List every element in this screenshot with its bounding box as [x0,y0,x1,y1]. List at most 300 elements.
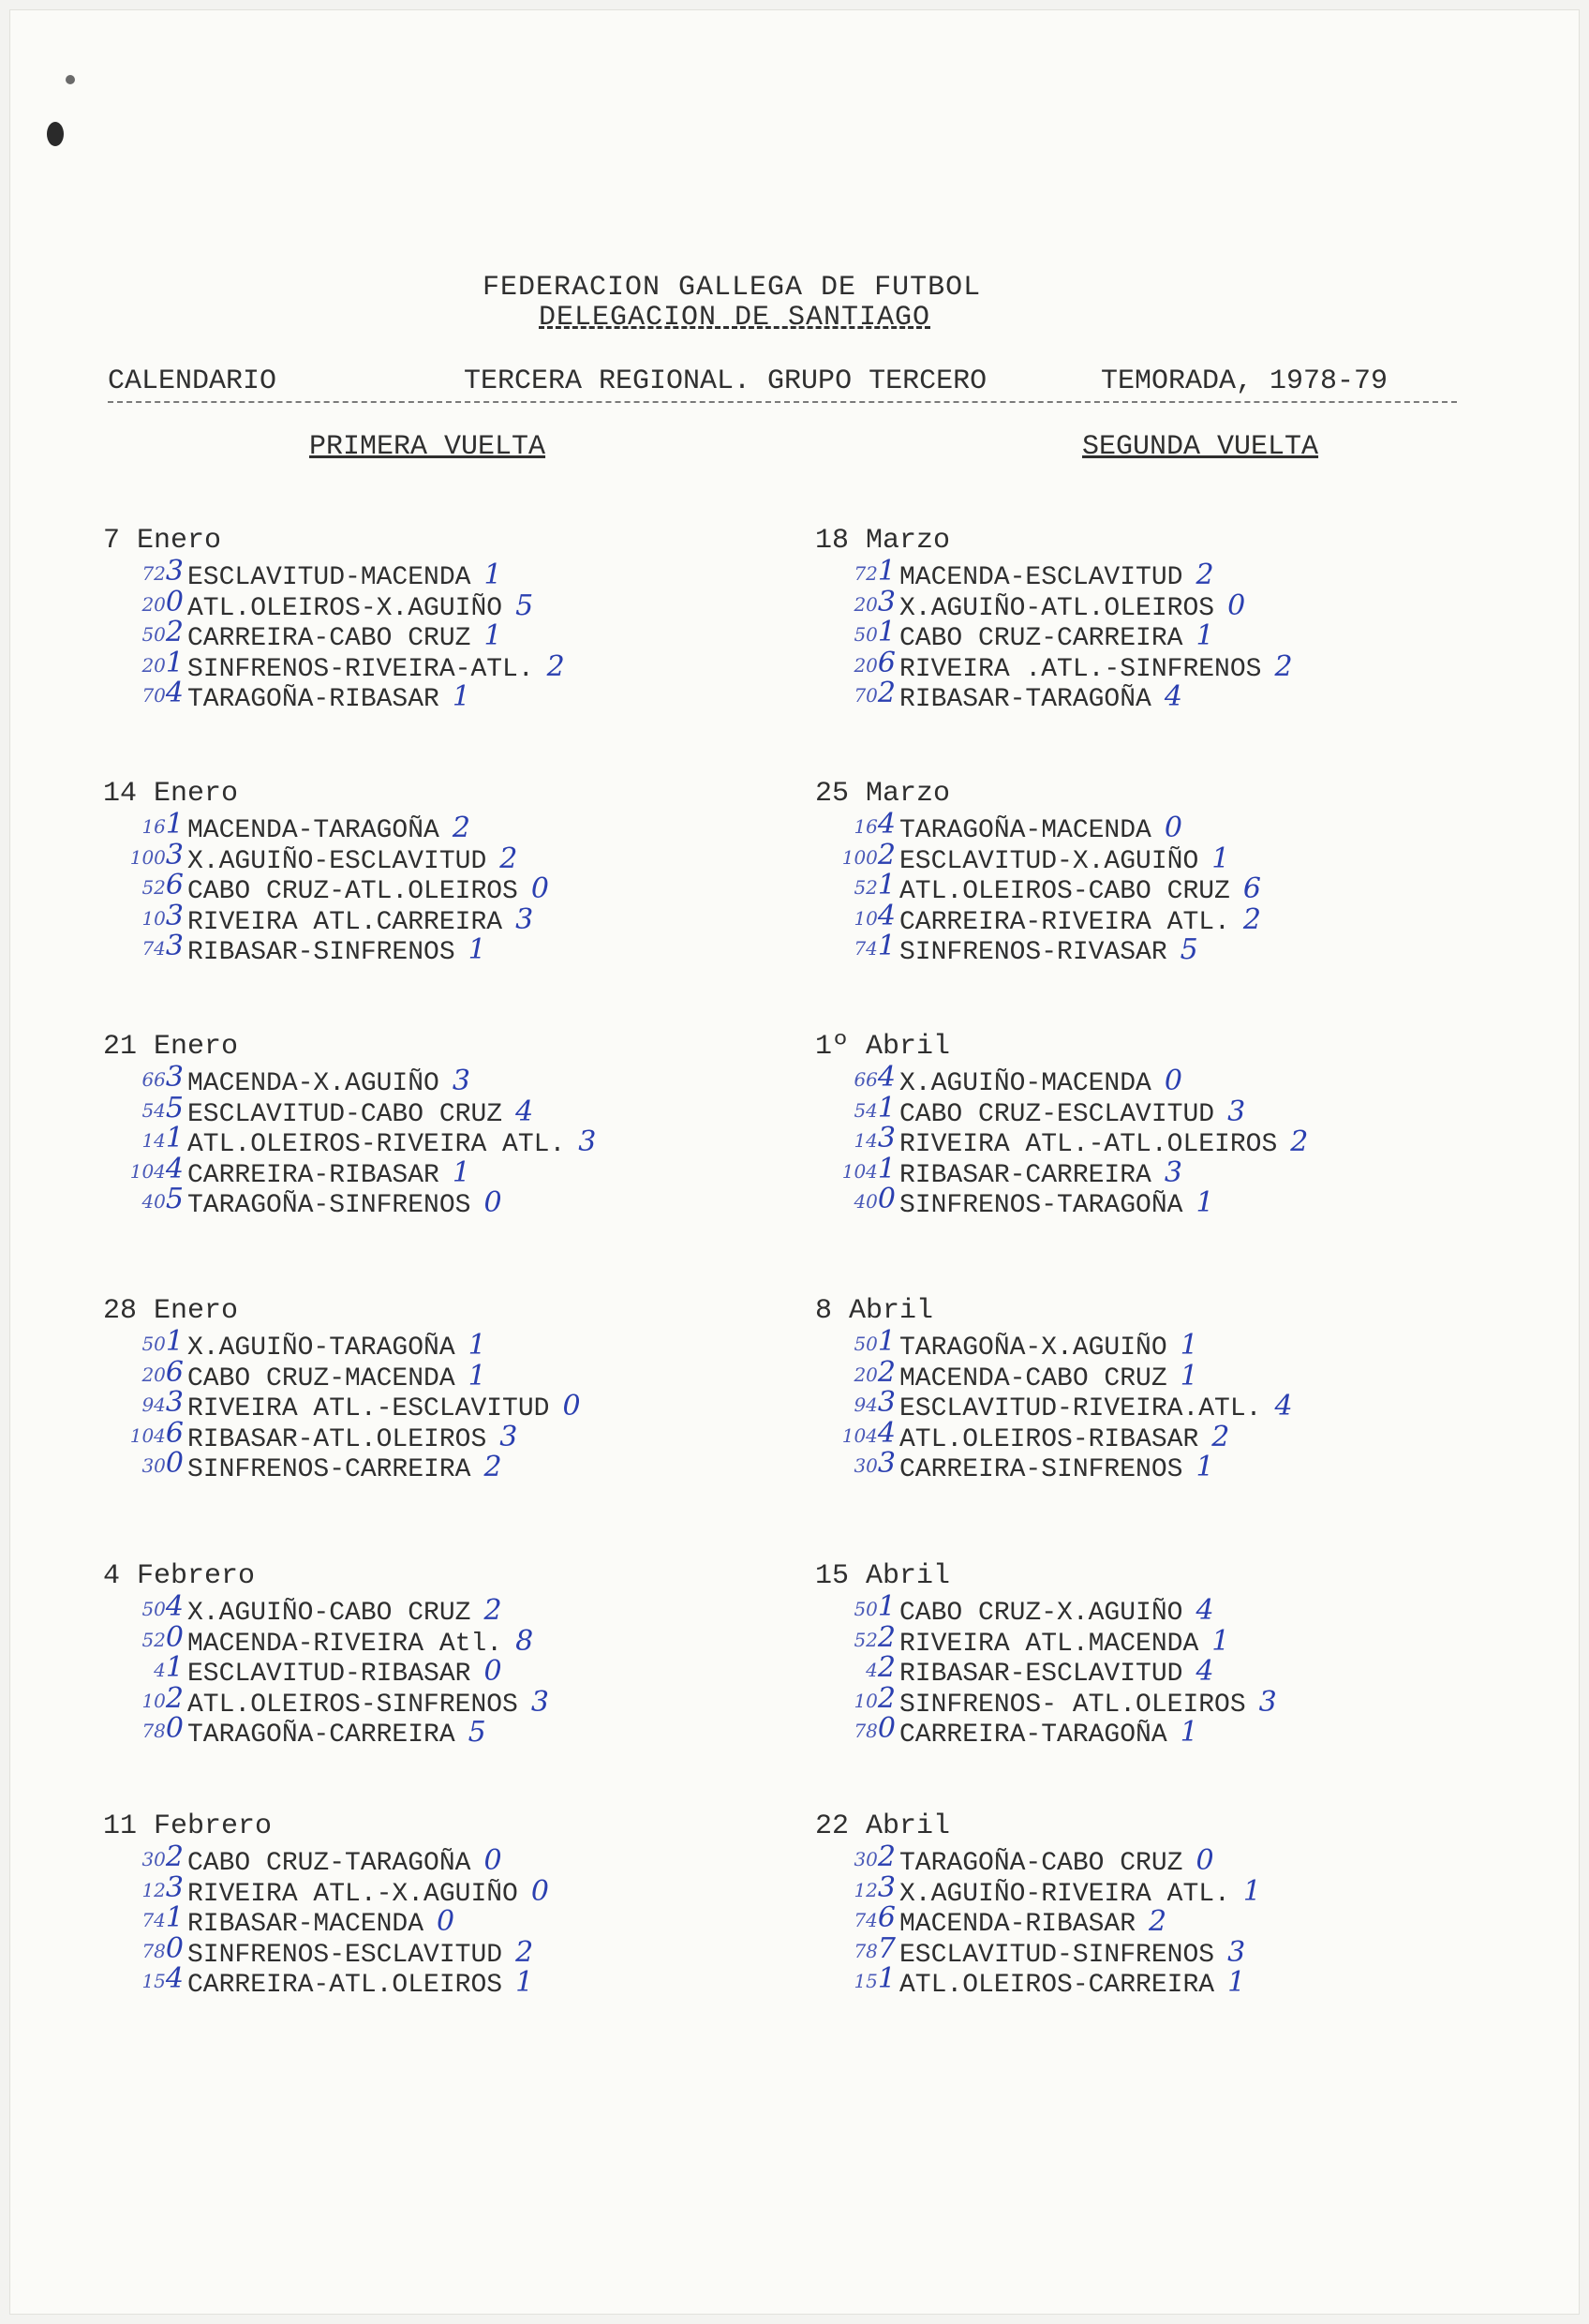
home-score: 4 [877,1416,896,1450]
fixture-text: ESCLAVITUD-X.AGUIÑO [899,846,1199,876]
handwritten-attendance: 30 [854,1848,878,1870]
handwritten-attendance: 14 [854,1129,878,1152]
match-row [866,1651,1277,1689]
away-score: 1 [468,1329,486,1362]
handwritten-attendance: 20 [141,1363,166,1386]
match-row [854,1901,1261,1939]
match-row [854,1931,1261,1970]
fixture-text: TARAGOÑA-MACENDA [899,816,1151,845]
match-row [854,1870,1261,1909]
away-score: 3 [515,902,534,936]
handwritten-home-note [866,1651,896,1684]
matchday-date: 4 Febrero [103,1560,256,1592]
handwritten-attendance: 78 [854,1939,878,1962]
handwritten-home-note [854,616,896,648]
match-row [141,1931,549,1970]
match-list [129,1061,597,1220]
home-score: 1 [877,555,896,588]
second-round-heading: SEGUNDA VUELTA [1082,431,1319,463]
matchday-date: 28 Enero [103,1295,239,1327]
handwritten-attendance: 15 [141,1970,166,1992]
handwritten-home-note [854,1447,896,1480]
away-score: 2 [499,842,518,875]
fixture-text: MACENDA-TARAGOÑA [187,816,439,845]
fixture-text: CABO CRUZ-CARREIRA [899,624,1183,653]
away-score: 2 [1290,1125,1309,1158]
handwritten-home-note [842,1417,896,1450]
home-score: 6 [877,1901,896,1934]
home-score: 6 [877,646,896,679]
home-score: 1 [165,808,184,841]
handwritten-attendance: 66 [854,1068,878,1091]
match-row [854,677,1293,714]
fixture-text: TARAGOÑA-SINFRENOS [187,1191,471,1220]
away-score: 0 [562,1390,581,1423]
fixture-text: SINFRENOS-TARAGOÑA [899,1191,1183,1220]
handwritten-home-note [141,647,184,679]
away-score: 1 [483,559,502,591]
handwritten-attendance: 15 [854,1970,878,1992]
match-row [141,585,565,623]
match-row [854,616,1293,653]
fixture-text: CABO CRUZ-TARAGOÑA [187,1849,471,1878]
matchday-date: 21 Enero [103,1031,239,1063]
match-row [141,1386,581,1423]
away-score: 2 [1195,559,1214,591]
handwritten-home-note [854,1932,896,1965]
home-score: 1 [165,1122,184,1155]
fixture-text: X.AGUIÑO-RIVEIRA ATL. [899,1879,1230,1909]
match-list [854,1590,1277,1750]
match-row [129,1416,581,1454]
handwritten-attendance: 50 [141,623,166,646]
handwritten-attendance: 74 [854,1909,878,1931]
home-score: 3 [877,585,896,618]
handwritten-attendance: 104 [841,1159,878,1183]
matchday-block [103,1810,759,2063]
matchday-date: 18 Marzo [815,525,951,557]
fixture-text: X.AGUIÑO-TARAGOÑA [187,1333,455,1363]
handwritten-home-note [141,1590,184,1623]
fixture-text: MACENDA-CABO CRUZ [899,1363,1167,1393]
handwritten-home-note [141,1122,184,1155]
home-score: 7 [877,1931,896,1965]
delegation-title: DELEGACION DE SANTIAGO [539,302,931,334]
handwritten-home-note [141,869,184,901]
home-score: 3 [877,1870,896,1904]
match-row [854,808,1261,845]
match-list [854,1840,1261,2000]
fixture-text: X.AGUIÑO-ESCLAVITUD [187,846,487,876]
fixture-text: RIVEIRA ATL.-ATL.OLEIROS [899,1130,1278,1159]
handwritten-attendance: 50 [141,1598,166,1620]
match-list [854,555,1293,714]
home-score: 1 [877,1590,896,1623]
home-score: 1 [165,1325,184,1358]
handwritten-home-note [141,1871,184,1904]
fixture-text: CABO CRUZ-ESCLAVITUD [899,1099,1215,1129]
fixture-text: TARAGOÑA-X.AGUIÑO [899,1333,1167,1363]
home-score: 1 [165,1651,184,1684]
home-score: 0 [877,1183,896,1215]
away-score: 3 [1227,1935,1246,1969]
home-score: 4 [877,899,896,932]
fixture-text: CARREIRA-SINFRENOS [899,1455,1183,1484]
handwritten-attendance: 12 [141,1878,166,1901]
match-row [854,1386,1293,1423]
handwritten-home-note [141,1356,184,1389]
handwritten-attendance: 78 [141,1939,166,1962]
handwritten-attendance: 94 [854,1393,878,1416]
handwritten-home-note [141,1962,184,1995]
away-score: 2 [483,1451,502,1483]
handwritten-attendance: 10 [854,1689,878,1712]
handwritten-attendance: 10 [141,906,166,930]
handwritten-home-note [141,1183,184,1215]
home-score: 1 [877,616,896,648]
fixture-text: X.AGUIÑO-MACENDA [899,1069,1151,1098]
fixture-text: RIBASAR-SINFRENOS [187,938,455,967]
matchday-block [103,525,759,778]
handwritten-attendance: 20 [854,653,878,677]
match-row [854,1091,1308,1129]
match-row [141,1091,596,1129]
match-row [841,1416,1293,1454]
home-score: 1 [877,1091,896,1125]
header-row [108,365,1457,403]
home-score: 5 [165,1091,184,1125]
handwritten-attendance: 100 [841,845,878,869]
home-score: 0 [165,1620,184,1654]
matchday-date: 7 Enero [103,525,222,557]
fixture-text: MACENDA-ESCLAVITUD [899,563,1183,592]
away-score: 0 [530,1874,549,1908]
handwritten-attendance: 14 [141,1129,166,1152]
away-score: 1 [452,680,470,713]
away-score: 2 [546,649,565,683]
handwritten-attendance: 72 [141,562,166,585]
handwritten-home-note [854,1871,896,1904]
fixture-text: SINFRENOS-ESCLAVITUD [187,1940,503,1970]
away-score: 3 [530,1685,549,1719]
match-row [141,1122,597,1159]
handwritten-home-note [854,1712,896,1745]
handwritten-home-note [141,1061,184,1094]
handwritten-home-note [141,1901,184,1934]
handwritten-attendance: 30 [141,1848,166,1870]
away-score: 0 [1195,1844,1214,1877]
fixture-text: RIVEIRA ATL.-ESCLAVITUD [187,1394,550,1423]
fixture-text: ATL.OLEIROS-CABO CRUZ [899,877,1230,906]
matchday-date: 22 Abril [815,1810,951,1842]
fixture-text: RIVEIRA ATL.-X.AGUIÑO [187,1879,518,1909]
home-score: 4 [877,1061,896,1094]
handwritten-attendance: 74 [141,1909,166,1931]
match-row [141,1590,549,1628]
matchday-block [103,778,759,1031]
handwritten-home-note [854,1061,896,1094]
away-score: 1 [1195,1451,1214,1483]
match-row [854,646,1293,684]
handwritten-home-note [854,808,896,841]
home-score: 1 [165,646,184,679]
handwritten-attendance: 16 [141,815,166,838]
first-round-heading: PRIMERA VUELTA [309,431,546,463]
home-score: 4 [165,1152,184,1185]
fixture-text: X.AGUIÑO-CABO CRUZ [187,1599,471,1628]
home-score: 3 [877,1122,896,1155]
away-score: 2 [1211,1420,1230,1453]
match-row [854,899,1261,937]
handwritten-home-note [854,930,896,962]
matchday-block [103,1295,759,1548]
match-row [141,1870,549,1909]
handwritten-attendance: 20 [141,592,166,616]
fixture-text: CABO CRUZ-MACENDA [187,1363,455,1393]
season-label: TEMORADA, 1978-79 [1101,365,1389,397]
away-score: 1 [1195,619,1214,652]
handwritten-home-note [854,1386,896,1419]
match-row [141,1620,549,1659]
matchday-date: 11 Febrero [103,1810,273,1842]
match-row [129,1152,596,1190]
handwritten-attendance: 4 [154,1659,166,1681]
away-score: 0 [1164,1065,1182,1097]
match-row [141,1962,549,2000]
match-row [141,1447,581,1484]
home-score: 1 [165,1901,184,1934]
fixture-text: CARREIRA-RIBASAR [187,1160,439,1190]
matchday-date: 8 Abril [815,1295,934,1327]
handwritten-home-note [842,839,896,872]
handwritten-home-note [141,1712,184,1745]
fixture-text: RIBASAR-TARAGOÑA [899,685,1151,714]
handwritten-home-note [854,1325,896,1358]
fixture-text: ATL.OLEIROS-RIVEIRA ATL. [187,1130,566,1159]
away-score: 1 [1227,1966,1246,1999]
fixture-text: RIVEIRA ATL.MACENDA [899,1629,1199,1659]
handwritten-home-note [141,1932,184,1965]
handwritten-home-note [130,839,184,872]
home-score: 6 [165,1416,184,1450]
match-row [854,555,1293,592]
match-list [129,1325,581,1484]
handwritten-home-note [854,1682,896,1715]
away-score: 1 [483,619,502,652]
handwritten-attendance: 20 [854,1363,878,1386]
matchday-date: 25 Marzo [815,778,951,810]
handwritten-attendance: 10 [854,906,878,930]
fixture-text: CABO CRUZ-ATL.OLEIROS [187,877,518,906]
home-score: 1 [877,1962,896,1995]
fixture-text: CARREIRA-RIVEIRA ATL. [899,907,1230,937]
matchday-block [815,1295,1527,1548]
handwritten-home-note [141,1092,184,1125]
handwritten-attendance: 50 [141,1333,166,1355]
handwritten-attendance: 20 [854,592,878,616]
home-score: 4 [165,1962,184,1995]
home-score: 3 [877,1386,896,1419]
handwritten-attendance: 52 [854,1628,878,1651]
fixture-text: SINFRENOS-RIVEIRA-ATL. [187,654,534,684]
handwritten-attendance: 104 [129,1159,166,1183]
home-score: 1 [877,1152,896,1185]
match-row [154,1651,549,1689]
match-list [141,1590,549,1750]
fixture-text: ATL.OLEIROS-X.AGUIÑO [187,593,503,623]
handwritten-attendance: 70 [854,684,878,707]
handwritten-home-note [130,1417,184,1450]
fixture-text: ATL.OLEIROS-RIBASAR [899,1424,1199,1454]
away-score: 4 [515,1095,534,1128]
away-score: 1 [1242,1874,1261,1908]
away-score: 4 [1195,1655,1214,1688]
home-score: 4 [165,1590,184,1623]
match-row [854,1183,1308,1220]
away-score: 5 [468,1716,486,1749]
match-row [141,1061,596,1098]
handwritten-home-note [141,616,184,648]
handwritten-home-note [854,1590,896,1623]
handwritten-home-note [154,1651,184,1684]
away-score: 3 [499,1420,518,1453]
fixture-text: CARREIRA-ATL.OLEIROS [187,1971,503,2000]
handwritten-home-note [854,1183,896,1215]
away-score: 0 [437,1905,455,1938]
home-score: 0 [165,585,184,618]
handwritten-attendance: 54 [141,1098,166,1122]
handwritten-home-note [854,1621,896,1654]
match-row [854,1681,1277,1720]
away-score: 1 [468,933,486,966]
handwritten-home-note [854,647,896,679]
handwritten-home-note [130,1153,184,1185]
fixture-text: X.AGUIÑO-ATL.OLEIROS [899,593,1215,623]
handwritten-attendance: 40 [141,1190,166,1213]
away-score: 3 [1164,1155,1182,1189]
matchday-block [103,1031,759,1284]
matchday-block [815,1031,1527,1284]
handwritten-home-note [854,1122,896,1155]
fixture-text: SINFRENOS-RIVASAR [899,938,1167,967]
away-score: 3 [578,1125,597,1158]
handwritten-attendance: 12 [854,1878,878,1901]
away-score: 1 [1180,1329,1198,1362]
away-score: 3 [1227,1095,1246,1128]
matchday-date: 14 Enero [103,778,239,810]
handwritten-attendance: 100 [129,845,166,869]
handwritten-attendance: 52 [854,876,878,899]
away-score: 0 [483,1844,502,1877]
match-row [854,1355,1293,1393]
match-row [141,808,549,845]
handwritten-attendance: 50 [854,623,878,646]
home-score: 0 [165,1447,184,1480]
handwritten-attendance: 40 [854,1190,878,1213]
match-row [841,838,1261,876]
handwritten-home-note [854,900,896,932]
fixture-text: RIVEIRA .ATL.-SINFRENOS [899,654,1262,684]
home-score: 0 [165,1931,184,1965]
fixture-text: ESCLAVITUD-SINFRENOS [899,1940,1215,1970]
match-row [141,1325,581,1363]
fixture-text: RIBASAR-CARREIRA [899,1160,1151,1190]
handwritten-home-note [854,555,896,588]
handwritten-home-note [141,1386,184,1419]
home-score: 3 [165,838,184,872]
handwritten-home-note [854,1092,896,1125]
handwritten-attendance: 54 [854,1098,878,1122]
away-score: 1 [1180,1716,1198,1749]
handwritten-attendance: 66 [141,1068,166,1091]
away-score: 3 [1258,1685,1277,1719]
home-score: 5 [165,1183,184,1215]
match-row [141,555,565,592]
handwritten-attendance: 74 [141,937,166,960]
fixture-text: CARREIRA-TARAGOÑA [899,1721,1167,1750]
handwritten-home-note [141,555,184,588]
home-score: 6 [165,1355,184,1389]
home-score: 2 [877,677,896,709]
match-row [141,1681,549,1720]
handwritten-attendance: 78 [854,1720,878,1742]
handwritten-attendance: 20 [141,653,166,677]
handwritten-home-note [854,1962,896,1995]
handwritten-attendance: 30 [854,1454,878,1477]
handwritten-attendance: 16 [854,815,878,838]
away-score: 2 [515,1935,534,1969]
fixture-text: MACENDA-X.AGUIÑO [187,1069,439,1098]
home-score: 1 [877,869,896,901]
home-score: 3 [165,1061,184,1094]
fixture-text: SINFRENOS-CARREIRA [187,1455,471,1484]
away-score: 5 [515,588,534,622]
handwritten-home-note [141,1682,184,1715]
handwritten-home-note [141,1621,184,1654]
handwritten-attendance: 30 [141,1454,166,1477]
match-row [854,1122,1309,1159]
home-score: 1 [877,1325,896,1358]
fixture-text: MACENDA-RIBASAR [899,1910,1136,1939]
match-row [141,677,565,714]
match-list [141,1840,549,2000]
fixture-text: TARAGOÑA-CARREIRA [187,1721,455,1750]
handwritten-attendance: 50 [854,1598,878,1620]
match-list [841,808,1261,967]
fixture-text: RIVEIRA ATL.CARREIRA [187,907,503,937]
match-row [129,838,549,876]
match-row [854,1590,1277,1628]
home-score: 2 [165,616,184,648]
match-row [141,1901,549,1939]
match-row [854,585,1293,623]
match-row [854,1962,1261,2000]
away-score: 2 [483,1594,502,1627]
away-score: 0 [483,1186,502,1219]
home-score: 0 [165,1712,184,1745]
match-list [129,808,549,967]
away-score: 2 [1149,1905,1167,1938]
home-score: 4 [165,677,184,709]
fixture-text: RIBASAR-ESCLAVITUD [899,1660,1183,1689]
match-row [141,646,565,684]
away-score: 4 [1195,1594,1214,1627]
match-row [854,1620,1277,1659]
match-row [854,1061,1308,1098]
away-score: 6 [1242,872,1261,905]
away-score: 3 [452,1065,470,1097]
fixture-text: ESCLAVITUD-CABO CRUZ [187,1099,503,1129]
